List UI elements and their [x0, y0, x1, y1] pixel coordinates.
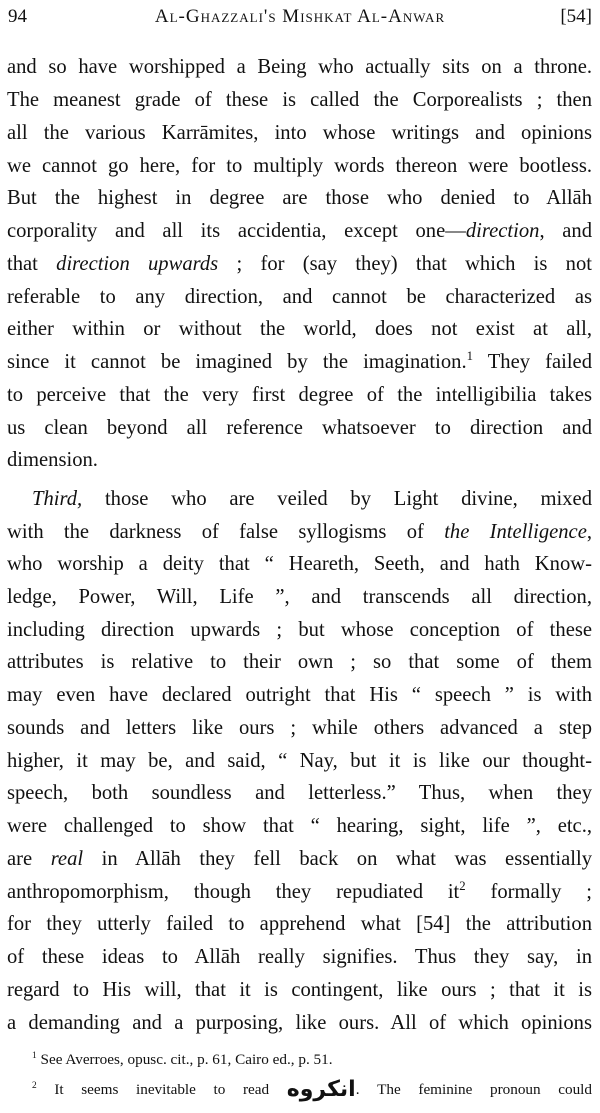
- text-line: dimension.: [7, 449, 98, 471]
- text-line: who worship a deity that “ Heareth, Seeth, and hath Know-: [7, 553, 592, 575]
- text-line: sounds and letters like ours ; while others advanced a step: [7, 717, 592, 739]
- text-line: But the highest in degree are those who denied to Allāh: [7, 187, 592, 209]
- text-line: corporality and all its accidentia, except one—direction, and: [7, 220, 592, 242]
- emphasis: Third,: [32, 488, 83, 510]
- text-line: either within or without the world, does not exist at all,: [7, 318, 592, 340]
- text-line: all the various Karrāmites, into whose writings and opinions: [7, 122, 592, 144]
- footnote-2: $^2$ It seems inevitable to read انكروه. The feminine pronoun could: [32, 1077, 592, 1102]
- text-line: with the darkness of false syllogisms of the Intelligence,: [7, 521, 592, 543]
- text-line: attributes is relative to their own ; so that some of them: [7, 651, 592, 673]
- text-line: and so have worshipped a Being who actually sits on a throne.: [7, 56, 592, 78]
- footnote-ref: 2: [459, 879, 466, 894]
- running-title: Al-Ghazzali's Mishkat Al-Anwar: [154, 6, 446, 27]
- emphasis: direction upwards: [56, 253, 219, 275]
- text-line: are real in Allāh they fell back on what was essentially: [7, 848, 592, 870]
- emphasis: direction: [465, 220, 540, 242]
- text-line: were challenged to show that “ hearing, sight, life ”, etc.,: [7, 815, 592, 837]
- footnote-ref: 1: [466, 349, 473, 364]
- text-line: us clean beyond all reference whatsoever to direction and: [7, 417, 592, 439]
- text-line: regard to His will, that it is contingent, like ours ; that it is: [7, 979, 592, 1001]
- text-line: referable to any direction, and cannot be characterized as: [7, 286, 592, 308]
- text-line: ledge, Power, Will, Life ”, and transcends all direction,: [7, 586, 592, 608]
- text-line: we cannot go here, for to multiply words thereon were bootless.: [7, 155, 592, 177]
- text-line: for they utterly failed to apprehend what [54] the attribution: [7, 913, 592, 935]
- text-line: may even have declared outright that His “ speech ” is with: [7, 684, 592, 706]
- footnote-1: $^1$ See Averroes, opusc. cit., p. 61, Cairo ed., p. 51.: [32, 1050, 333, 1068]
- text-line: that direction upwards ; for (say they) that which is not: [7, 253, 592, 275]
- page-header: [8, 2, 592, 32]
- text-line: anthropomorphism, though they repudiated $it^2$ formally ;: [7, 879, 592, 903]
- text-line: higher, it may be, and said, “ Nay, but it is like our thought-: [7, 750, 592, 772]
- text-line: a demanding and a purposing, like ours. All of which opinions: [7, 1012, 592, 1034]
- footnote-number: 2: [32, 1080, 37, 1091]
- arabic-word: انكروه: [286, 1077, 356, 1102]
- text-line: speech, both soundless and letterless.” Thus, when they: [7, 782, 592, 804]
- footnote-number: 1: [32, 1050, 37, 1061]
- text-line: Third, those who are veiled by Light divine, mixed: [32, 488, 592, 510]
- text-line: since it cannot be imagined by the imagination.$^1$ They failed: [7, 349, 592, 373]
- text-line: to perceive that the very first degree of the intelligibilia takes: [7, 384, 592, 406]
- emphasis: real: [50, 848, 84, 870]
- section-marker: [54]: [560, 6, 592, 27]
- text-line: of these ideas to Allāh really signifies. Thus they say, in: [7, 946, 592, 968]
- emphasis: the Intelligence: [444, 521, 587, 543]
- page-number: 94: [8, 6, 27, 27]
- text-line: The meanest grade of these is called the Corporealists ; then: [7, 89, 592, 111]
- text-line: including direction upwards ; but whose conception of these: [7, 619, 592, 641]
